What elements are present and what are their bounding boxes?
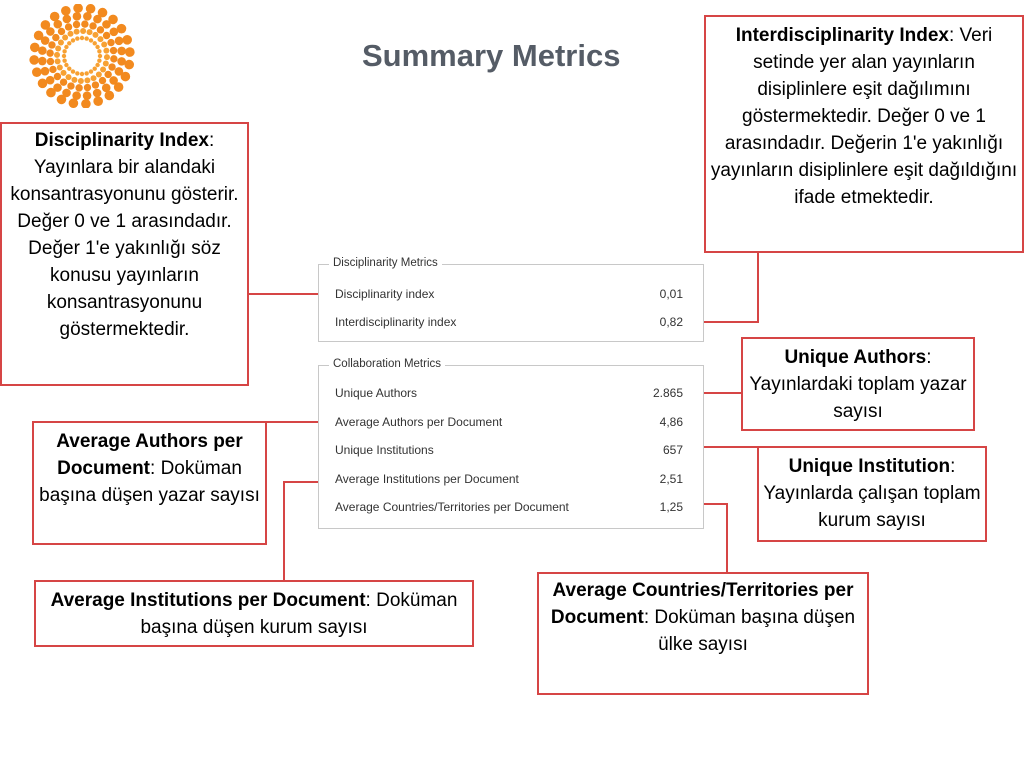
callout-unique-institution [757,446,987,542]
connector-interdisciplinarity [704,252,758,322]
callout-average-countries [537,572,869,695]
metric-row [335,415,683,435]
callout-average-authors [32,421,267,545]
callout-term: Average Authors per Document [56,431,243,479]
metric-row [335,287,683,307]
connector-avg-countries [704,504,727,574]
metric-row [335,386,683,406]
metric-value: 0,01 [659,287,683,301]
metric-value: 0,82 [659,315,683,329]
metric-label: Interdisciplinarity index [335,315,457,329]
panel-legend: Disciplinarity Metrics [329,257,442,269]
metric-label: Unique Institutions [335,443,434,457]
callout-unique-authors [741,337,975,431]
metric-label: Disciplinarity index [335,287,435,301]
callout-term: Unique Institution [788,456,951,477]
callout-interdisciplinarity-index [704,15,1024,253]
metric-value: 4,86 [659,415,683,429]
callout-term: Average Institutions per Document [50,590,366,611]
metric-label: Unique Authors [335,386,418,400]
metric-label: Average Countries/Territories per Document [335,500,569,514]
metric-label: Average Authors per Document [335,415,503,429]
panel-legend: Collaboration Metrics [329,358,445,370]
page-title: Summary Metrics [362,38,621,73]
callout-term: Unique Authors [784,347,927,368]
callout-text: : Yayınlara bir alandaki konsantrasyonunu gösterir. Değer 0 ve 1 arasındadır. Değer 1'e yakınlığı söz konusu yayınların konsantrasyonunu göstermektedir. [10,130,239,340]
metric-value: 2.865 [652,386,683,400]
disciplinarity-metrics-panel [318,257,704,342]
connector-avg-institutions [284,482,318,580]
metric-row [335,500,683,520]
callout-text: : Veri setinde yer alan yayınların disiplinlere eşit dağılımını göstermektedir. Değer 0 ve 1 arasındadır. Değerin 1'e yakınlığı yayınların disiplinlere eşit dağıldığını ifade etmektedir. [710,25,1018,208]
callout-term: Disciplinarity Index [34,130,209,151]
callout-term: Average Countries/Territories per Document [550,580,854,628]
callout-disciplinarity-index [0,122,249,386]
metric-row [335,315,683,335]
callout-text: : Doküman başına düşen ülke sayısı [643,607,856,655]
metric-value: 657 [662,443,683,457]
metric-label: Average Institutions per Document [335,472,519,486]
collaboration-metrics-panel [318,358,704,529]
metric-row [335,443,683,463]
metric-row [335,472,683,492]
metric-value: 2,51 [659,472,683,486]
callout-text: : Doküman başına düşen kurum sayısı [140,590,458,638]
callout-text: : Yayınlardaki toplam yazar sayısı [749,347,967,422]
callout-average-institutions [34,580,474,647]
metric-value: 1,25 [659,500,683,514]
callout-term: Interdisciplinarity Index [735,25,949,46]
callout-text: : Yayınlarda çalışan toplam kurum sayısı [763,456,981,531]
callout-text: : Doküman başına düşen yazar sayısı [39,458,260,506]
